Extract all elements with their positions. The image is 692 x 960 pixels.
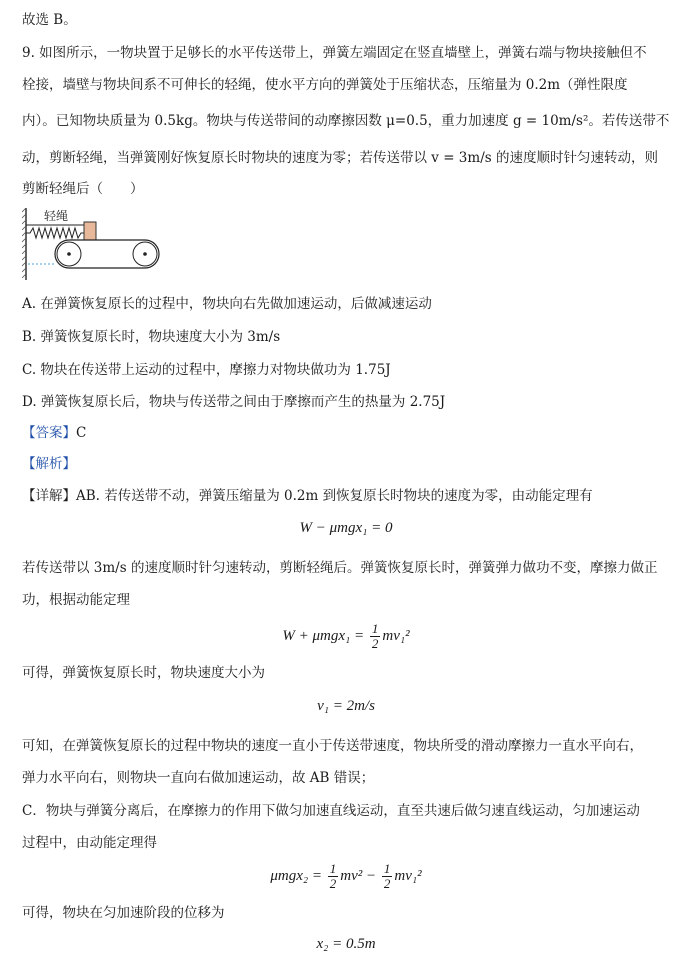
analysis-tag: 【解析】 — [22, 456, 76, 472]
eq4-lhs: μmgx₂ = — [270, 867, 323, 884]
spring — [26, 228, 84, 238]
option-b: B. 弹簧恢复原长时，物块速度大小为 3m/s — [22, 329, 281, 345]
eq4-mid: mv² − — [340, 867, 377, 884]
question-line-5: 剪断轻绳后（ ） — [22, 181, 144, 197]
eq4-fraction-a: $\frac{1}{2}$ — [329, 861, 337, 891]
answer-value: C — [76, 425, 87, 441]
equation-4 — [0, 862, 692, 891]
equation-1: W − μmgx₁ = 0 — [299, 520, 393, 536]
detail-line-5: 可知，在弹簧恢复原长的过程中物块的速度一直小于传送带速度，物块所受的滑动摩擦力一直水平向右， — [22, 738, 643, 754]
prev-answer: 故选 B。 — [22, 12, 77, 28]
detail-line-2: 若传送带以 3m/s 的速度顺时针匀速转动，剪断轻绳后。弹簧恢复原长时，弹簧弹力做功不变，摩擦力做正 — [22, 560, 658, 576]
spring-conveyor-figure — [22, 208, 167, 283]
question-line-4: 动，剪断轻绳，当弹簧刚好恢复原长时物块的速度为零；若传送带以 v = 3m/s 的速度顺时针匀速转动，则 — [22, 150, 658, 166]
equation-3: v₁ = 2m/s — [317, 698, 375, 714]
detail-line-7: C．物块与弹簧分离后，在摩擦力的作用下做匀加速直线运动，直至共速后做匀速直线运动，匀加速运动 — [22, 803, 640, 819]
detail-text-1: AB. 若传送带不动，弹簧压缩量为 0.2m 到恢复原长时物块的速度为零，由动能定理有 — [76, 488, 593, 504]
option-a: A. 在弹簧恢复原长的过程中，物块向右先做加速运动，后做减速运动 — [22, 296, 432, 312]
rope-label: 轻绳 — [44, 209, 69, 223]
eq2-fraction: $\frac{1}{2}$ — [371, 621, 379, 651]
detail-line-8: 过程中，由动能定理得 — [22, 835, 157, 851]
question-line-3: 内）。已知物块质量为 0.5kg。物块与传送带间的动摩擦因数 μ=0.5，重力加速度 g = 10m/s²。若传送带不 — [22, 113, 670, 129]
answer — [22, 423, 86, 443]
eq4-rhs: mv₁² — [394, 867, 422, 884]
block — [84, 222, 96, 240]
answer-tag: 【答案】 — [22, 425, 76, 441]
eq2-rhs: mv₁² — [382, 627, 410, 644]
equation-5: x₂ = 0.5m — [316, 936, 376, 952]
question-line-1: 9. 如图所示，一物块置于足够长的水平传送带上，弹簧左端固定在竖直墙壁上，弹簧右端与物块接触但不 — [22, 45, 647, 61]
eq4-fraction-b: $\frac{1}{2}$ — [383, 861, 391, 891]
option-c: C. 物块在传送带上运动的过程中，摩擦力对物块做功为 1.75J — [22, 362, 391, 378]
question-line-2: 栓接，墙壁与物块间系不可伸长的轻绳，使水平方向的弹簧处于压缩状态，压缩量为 0.2m（弹性限度 — [22, 77, 628, 93]
detail-line-4: 可得，弹簧恢复原长时，物块速度大小为 — [22, 665, 265, 681]
detail-tag: 【详解】 — [22, 488, 76, 504]
equation-2 — [0, 622, 692, 651]
detail-line-9: 可得，物块在匀加速阶段的位移为 — [22, 905, 225, 921]
eq2-lhs: W + μmgx₁ = — [282, 627, 365, 644]
detail-line-3: 功，根据动能定理 — [22, 592, 130, 608]
detail-line-1 — [22, 486, 593, 506]
option-d: D. 弹簧恢复原长后，物块与传送带之间由于摩擦而产生的热量为 2.75J — [22, 394, 446, 410]
detail-line-6: 弹力水平向右，则物块一直向右做加速运动，故 AB 错误； — [22, 770, 375, 786]
